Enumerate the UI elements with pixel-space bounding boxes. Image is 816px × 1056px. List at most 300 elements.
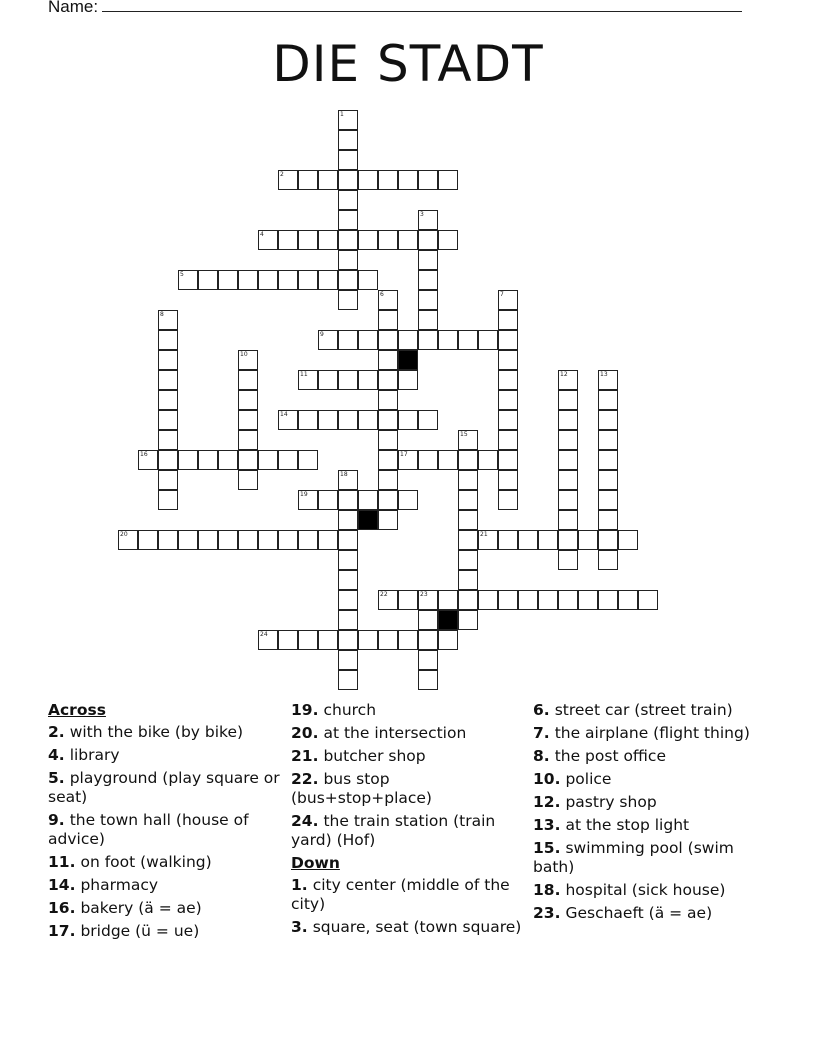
clue-text: square, seat (town square) [312,918,522,936]
clue-item [533,747,765,766]
crossword-cell[interactable] [598,470,618,490]
clue-text: the train station (train yard) (Hof) [291,812,496,849]
clue-number: 22. [291,770,319,788]
clue-text: swimming pool (swim bath) [533,839,734,876]
crossword-cell[interactable] [418,290,438,310]
clue-item [48,746,280,765]
crossword-cell[interactable] [158,330,178,350]
clue-text: with the bike (by bike) [69,723,244,741]
clue-number: 17. [48,922,76,940]
crossword-cell[interactable] [478,590,498,610]
crossword-cell[interactable] [338,130,358,150]
crossword-cell[interactable] [178,530,198,550]
cell-number: 7 [500,291,504,298]
clue-text: butcher shop [323,747,426,765]
crossword-cell[interactable] [158,390,178,410]
crossword-cell[interactable] [298,530,318,550]
name-label: Name: [48,0,99,16]
clue-text: on foot (walking) [80,853,212,871]
crossword-cell[interactable] [418,610,438,630]
clue-text: bridge (ü = ue) [80,922,200,940]
crossword-cell[interactable] [338,510,358,530]
clue-number: 21. [291,747,319,765]
crossword-cell[interactable] [538,590,558,610]
crossword-cell[interactable] [378,590,398,610]
crossword-cell[interactable] [238,470,258,490]
clue-column-1 [48,701,280,945]
crossword-cell[interactable] [158,350,178,370]
crossword-cell[interactable] [338,490,358,510]
crossword-cell[interactable] [198,450,218,470]
clue-text: police [565,770,612,788]
crossword-cell[interactable] [178,270,198,290]
crossword-cell[interactable] [558,370,578,390]
crossword-cell[interactable] [558,430,578,450]
clue-item [48,876,280,895]
clue-number: 16. [48,899,76,917]
crossword-cell[interactable] [338,570,358,590]
crossword-cell[interactable] [298,370,318,390]
crossword-cell[interactable] [338,330,358,350]
crossword-cell[interactable] [498,350,518,370]
crossword-cell[interactable] [238,530,258,550]
clue-text: the town hall (house of advice) [48,811,249,848]
crossword-cell[interactable] [438,590,458,610]
crossword-cell[interactable] [598,390,618,410]
crossword-cell[interactable] [298,230,318,250]
crossword-cell[interactable] [178,450,198,470]
crossword-cell[interactable] [458,510,478,530]
crossword-cell[interactable] [458,470,478,490]
crossword-cell[interactable] [278,530,298,550]
crossword-cell[interactable] [218,450,238,470]
crossword-cell[interactable] [558,590,578,610]
crossword-cell[interactable] [598,430,618,450]
clue-item [48,811,280,849]
clue-text: hospital (sick house) [565,881,726,899]
crossword-cell[interactable] [498,330,518,350]
crossword-cell[interactable] [458,570,478,590]
cell-number: 11 [300,371,308,378]
crossword-cell[interactable] [398,370,418,390]
clue-number: 8. [533,747,550,765]
clue-text: at the intersection [323,724,467,742]
crossword-cell[interactable] [418,590,438,610]
cell-number: 6 [380,291,384,298]
clue-number: 2. [48,723,65,741]
crossword-cell[interactable] [338,270,358,290]
cell-number: 1 [340,111,344,118]
crossword-cell[interactable] [498,310,518,330]
clue-item [533,881,765,900]
crossword-cell[interactable] [378,430,398,450]
crossword-cell[interactable] [338,470,358,490]
crossword-cell[interactable] [118,530,138,550]
clue-item [291,876,523,914]
crossword-cell[interactable] [378,450,398,470]
crossword-cell[interactable] [398,590,418,610]
crossword-cell[interactable] [498,290,518,310]
crossword-cell[interactable] [378,630,398,650]
crossword-cell[interactable] [618,530,638,550]
crossword-cell[interactable] [358,270,378,290]
crossword-cell[interactable] [318,270,338,290]
cell-number: 20 [120,531,128,538]
crossword-cell[interactable] [518,590,538,610]
clue-text: church [323,701,377,719]
clue-text: playground (play square or seat) [48,769,280,806]
clue-number: 12. [533,793,561,811]
crossword-cell[interactable] [358,410,378,430]
crossword-cell[interactable] [498,410,518,430]
crossword-cell[interactable] [258,530,278,550]
clue-number: 7. [533,724,550,742]
cell-number: 19 [300,491,308,498]
crossword-cell[interactable] [478,450,498,470]
clue-number: 4. [48,746,65,764]
crossword-cell[interactable] [298,170,318,190]
crossword-cell[interactable] [278,230,298,250]
cell-number: 21 [480,531,488,538]
crossword-cell[interactable] [378,410,398,430]
crossword-cell[interactable] [538,530,558,550]
crossword-cell[interactable] [238,430,258,450]
crossword-cell[interactable] [198,530,218,550]
crossword-cell[interactable] [558,550,578,570]
crossword-cell[interactable] [378,370,398,390]
crossword-cell[interactable] [478,330,498,350]
crossword-cell[interactable] [398,330,418,350]
clue-column-2 [291,701,523,941]
crossword-cell[interactable] [358,630,378,650]
clue-item [533,770,765,789]
clue-text: bakery (ä = ae) [80,899,202,917]
cell-number: 18 [340,471,348,478]
cell-number: 10 [240,351,248,358]
crossword-cell[interactable] [318,330,338,350]
crossword-cell[interactable] [258,630,278,650]
crossword-cell[interactable] [598,450,618,470]
crossword-cell[interactable] [458,430,478,450]
crossword-cell[interactable] [558,530,578,550]
crossword-cell[interactable] [358,230,378,250]
crossword-cell[interactable] [358,490,378,510]
crossword-cell[interactable] [318,630,338,650]
crossword-cell[interactable] [338,410,358,430]
crossword-cell[interactable] [258,450,278,470]
clue-text: bus stop (bus+stop+place) [291,770,432,807]
crossword-cell[interactable] [238,410,258,430]
crossword-cell[interactable] [258,230,278,250]
clue-text: at the stop light [565,816,690,834]
crossword-cell[interactable] [498,390,518,410]
crossword-cell[interactable] [318,410,338,430]
crossword-cell[interactable] [598,490,618,510]
crossword-cell[interactable] [318,370,338,390]
crossword-cell[interactable] [618,590,638,610]
crossword-cell[interactable] [398,410,418,430]
crossword-cell[interactable] [158,370,178,390]
crossword-cell[interactable] [378,470,398,490]
crossword-cell[interactable] [398,630,418,650]
crossword-cell[interactable] [298,450,318,470]
crossword-cell[interactable] [418,670,438,690]
across-heading: Across [48,701,106,719]
crossword-cell[interactable] [378,510,398,530]
crossword-cell[interactable] [338,290,358,310]
crossword-cell[interactable] [158,450,178,470]
clue-number: 14. [48,876,76,894]
crossword-cell[interactable] [318,170,338,190]
crossword-cell[interactable] [398,230,418,250]
clue-item [533,793,765,812]
crossword-cell[interactable] [338,670,358,690]
crossword-cell[interactable] [338,230,358,250]
crossword-cell[interactable] [338,210,358,230]
clue-item [533,724,765,743]
crossword-cell[interactable] [338,150,358,170]
crossword-cell[interactable] [158,410,178,430]
crossword-cell[interactable] [318,530,338,550]
crossword-cell[interactable] [358,370,378,390]
crossword-cell[interactable] [418,450,438,470]
crossword-cell[interactable] [638,590,658,610]
crossword-cell[interactable] [598,410,618,430]
crossword-cell[interactable] [278,630,298,650]
crossword-cell[interactable] [498,430,518,450]
crossword-cell[interactable] [418,410,438,430]
crossword-cell[interactable] [498,490,518,510]
crossword-cell[interactable] [558,510,578,530]
crossword-cell[interactable] [558,390,578,410]
crossword-cell[interactable] [338,530,358,550]
crossword-cell[interactable] [378,330,398,350]
crossword-cell[interactable] [218,270,238,290]
cell-number: 4 [260,231,264,238]
clue-text: library [69,746,120,764]
crossword-cell[interactable] [438,450,458,470]
crossword-cell[interactable] [438,170,458,190]
cell-number: 2 [280,171,284,178]
clue-item [533,904,765,923]
crossword-cell[interactable] [498,530,518,550]
down-heading: Down [291,854,340,872]
clue-number: 13. [533,816,561,834]
crossword-cell[interactable] [598,590,618,610]
crossword-cell[interactable] [418,330,438,350]
clue-item [291,747,523,766]
clue-item [291,724,523,743]
crossword-cell[interactable] [418,270,438,290]
clue-number: 20. [291,724,319,742]
crossword-cell[interactable] [458,490,478,510]
crossword-cell[interactable] [238,350,258,370]
clue-text: street car (street train) [554,701,733,719]
crossword-cell[interactable] [498,450,518,470]
crossword-cell[interactable] [438,330,458,350]
crossword-cell[interactable] [418,210,438,230]
crossword-cell[interactable] [558,410,578,430]
crossword-cell[interactable] [338,110,358,130]
crossword-cell[interactable] [298,270,318,290]
crossword-cell[interactable] [238,390,258,410]
crossword-cell[interactable] [378,490,398,510]
cell-number: 3 [420,211,424,218]
crossword-cell[interactable] [558,450,578,470]
crossword-cell[interactable] [298,490,318,510]
crossword-cell[interactable] [338,370,358,390]
crossword-cell[interactable] [218,530,238,550]
crossword-cell[interactable] [418,310,438,330]
crossword-cell[interactable] [398,450,418,470]
crossword-cell[interactable] [478,530,498,550]
crossword-cell[interactable] [298,410,318,430]
page-title: DIE STADT [272,35,544,93]
black-cell [358,510,378,530]
cell-number: 9 [320,331,324,338]
crossword-cell[interactable] [258,270,278,290]
crossword-cell[interactable] [318,230,338,250]
crossword-cell[interactable] [438,630,458,650]
crossword-cell[interactable] [358,170,378,190]
crossword-cell[interactable] [378,290,398,310]
cell-number: 22 [380,591,388,598]
crossword-cell[interactable] [498,370,518,390]
clue-text: city center (middle of the city) [291,876,510,913]
crossword-cell[interactable] [338,550,358,570]
crossword-cell[interactable] [398,170,418,190]
crossword-cell[interactable] [458,590,478,610]
clue-item [533,839,765,877]
crossword-cell[interactable] [558,490,578,510]
crossword-cell[interactable] [378,170,398,190]
clue-item [48,922,280,941]
crossword-cell[interactable] [458,450,478,470]
clue-item [533,701,765,720]
crossword-cell[interactable] [498,470,518,490]
crossword-cell[interactable] [158,430,178,450]
cell-number: 16 [140,451,148,458]
crossword-cell[interactable] [278,410,298,430]
crossword-cell[interactable] [158,490,178,510]
crossword-cell[interactable] [438,230,458,250]
crossword-cell[interactable] [338,610,358,630]
crossword-cell[interactable] [238,270,258,290]
crossword-cell[interactable] [498,590,518,610]
cell-number: 24 [260,631,268,638]
crossword-cell[interactable] [338,590,358,610]
clue-text: pastry shop [565,793,657,811]
crossword-cell[interactable] [338,190,358,210]
clue-number: 5. [48,769,65,787]
cell-number: 23 [420,591,428,598]
clue-item [291,701,523,720]
crossword-cell[interactable] [578,590,598,610]
crossword-cell[interactable] [338,170,358,190]
cell-number: 14 [280,411,288,418]
crossword-cell[interactable] [378,310,398,330]
crossword-cell[interactable] [238,370,258,390]
crossword-cell[interactable] [578,530,598,550]
clue-number: 9. [48,811,65,829]
clue-item [48,723,280,742]
crossword-cell[interactable] [198,270,218,290]
clue-number: 24. [291,812,319,830]
crossword-cell[interactable] [138,530,158,550]
clue-number: 3. [291,918,308,936]
crossword-cell[interactable] [418,650,438,670]
crossword-cell[interactable] [358,330,378,350]
crossword-cell[interactable] [458,550,478,570]
crossword-cell[interactable] [158,310,178,330]
crossword-cell[interactable] [378,390,398,410]
clue-item [48,853,280,872]
crossword-cell[interactable] [338,250,358,270]
clue-number: 15. [533,839,561,857]
crossword-cell[interactable] [278,450,298,470]
crossword-cell[interactable] [418,230,438,250]
crossword-cell[interactable] [558,470,578,490]
cell-number: 13 [600,371,608,378]
clue-item [48,899,280,918]
clue-number: 10. [533,770,561,788]
clue-column-3 [533,701,765,927]
crossword-cell[interactable] [158,470,178,490]
crossword-cell[interactable] [518,530,538,550]
crossword-cell[interactable] [318,490,338,510]
clue-item [291,812,523,850]
crossword-cell[interactable] [598,510,618,530]
crossword-cell[interactable] [158,530,178,550]
crossword-cell[interactable] [458,610,478,630]
clue-text: the airplane (flight thing) [554,724,750,742]
crossword-cell[interactable] [598,550,618,570]
cell-number: 15 [460,431,468,438]
crossword-cell[interactable] [418,250,438,270]
clue-number: 1. [291,876,308,894]
crossword-cell[interactable] [598,530,618,550]
crossword-cell[interactable] [418,170,438,190]
clue-text: pharmacy [80,876,159,894]
crossword-cell[interactable] [338,630,358,650]
crossword-cell[interactable] [398,490,418,510]
crossword-cell[interactable] [458,530,478,550]
crossword-cell[interactable] [598,370,618,390]
black-cell [398,350,418,370]
crossword-cell[interactable] [298,630,318,650]
crossword-cell[interactable] [278,170,298,190]
crossword-cell[interactable] [418,630,438,650]
crossword-cell[interactable] [338,650,358,670]
clue-text: Geschaeft (ä = ae) [565,904,713,922]
crossword-cell[interactable] [378,230,398,250]
crossword-cell[interactable] [458,330,478,350]
clue-item [291,918,523,937]
clue-number: 23. [533,904,561,922]
clue-number: 11. [48,853,76,871]
cell-number: 8 [160,311,164,318]
crossword-cell[interactable] [238,450,258,470]
cell-number: 17 [400,451,408,458]
crossword-cell[interactable] [378,350,398,370]
clue-text: the post office [554,747,666,765]
crossword-cell[interactable] [138,450,158,470]
cell-number: 12 [560,371,568,378]
clue-number: 18. [533,881,561,899]
black-cell [438,610,458,630]
crossword-cell[interactable] [278,270,298,290]
clue-item [291,770,523,808]
